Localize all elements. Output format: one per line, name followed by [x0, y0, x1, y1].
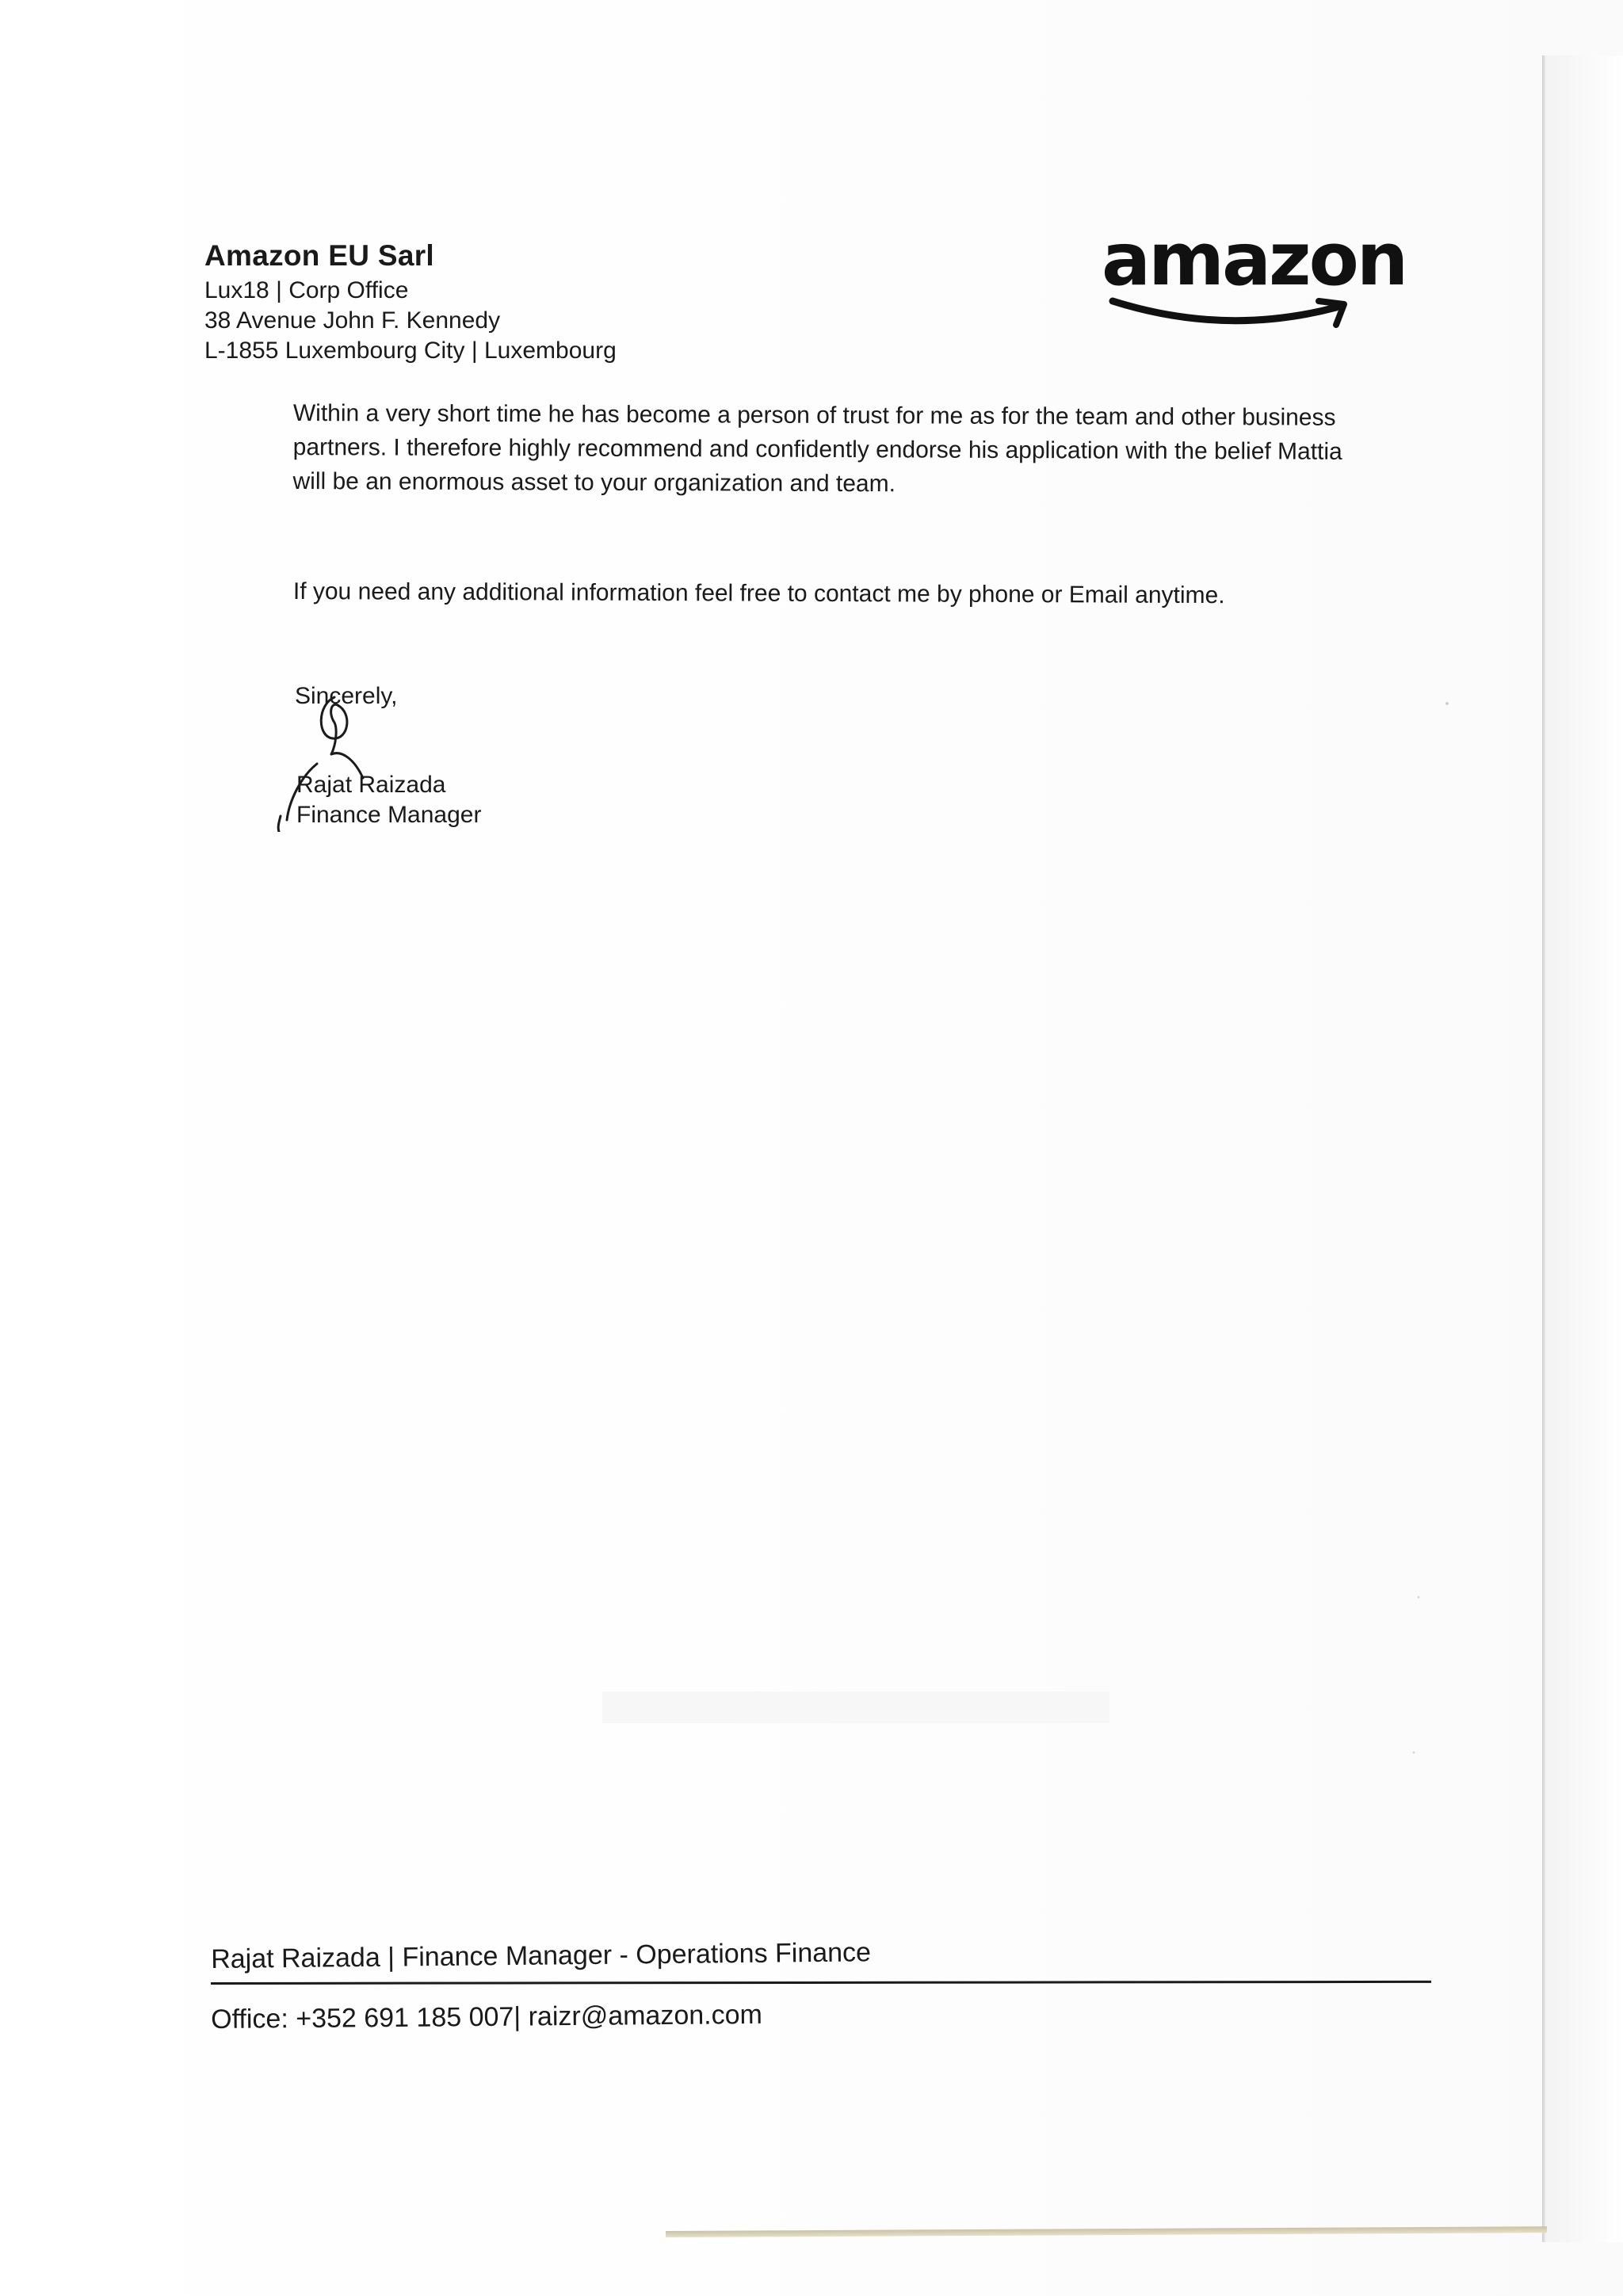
footer-contact-line: Office: +352 691 185 007| raizr@amazon.com: [211, 1999, 763, 2035]
amazon-logo-wordmark: amazon: [1102, 217, 1407, 302]
address-line-office: Lux18 | Corp Office: [204, 277, 409, 303]
body-paragraph-contact: If you need any additional information feel free to contact me by phone or Email anytime.: [292, 578, 1225, 609]
footer-name-line: Rajat Raizada | Finance Manager - Operations Finance: [211, 1937, 872, 1974]
closing-salutation: Sincerely,: [295, 683, 398, 709]
address-line-street: 38 Avenue John F. Kennedy: [204, 307, 501, 334]
company-name: Amazon EU Sarl: [204, 239, 434, 272]
amazon-logo: [1102, 217, 1407, 334]
body-paragraph-recommendation: Within a very short time he has become a person of trust for me as for the team and other business partners. I therefore highly recommend and confidently endorse his application with the belief Mattia will be an enormous asset to your organization and team.: [292, 399, 1342, 498]
paper-shadow: [1545, 55, 1623, 2242]
paper-edge-right: [1542, 55, 1545, 2242]
smile-arrow-icon: [1106, 293, 1360, 333]
signer-name: Rajat Raizada: [296, 772, 446, 798]
address-line-city: L-1855 Luxembourg City | Luxembourg: [204, 338, 617, 364]
signer-title: Finance Manager: [296, 802, 482, 828]
